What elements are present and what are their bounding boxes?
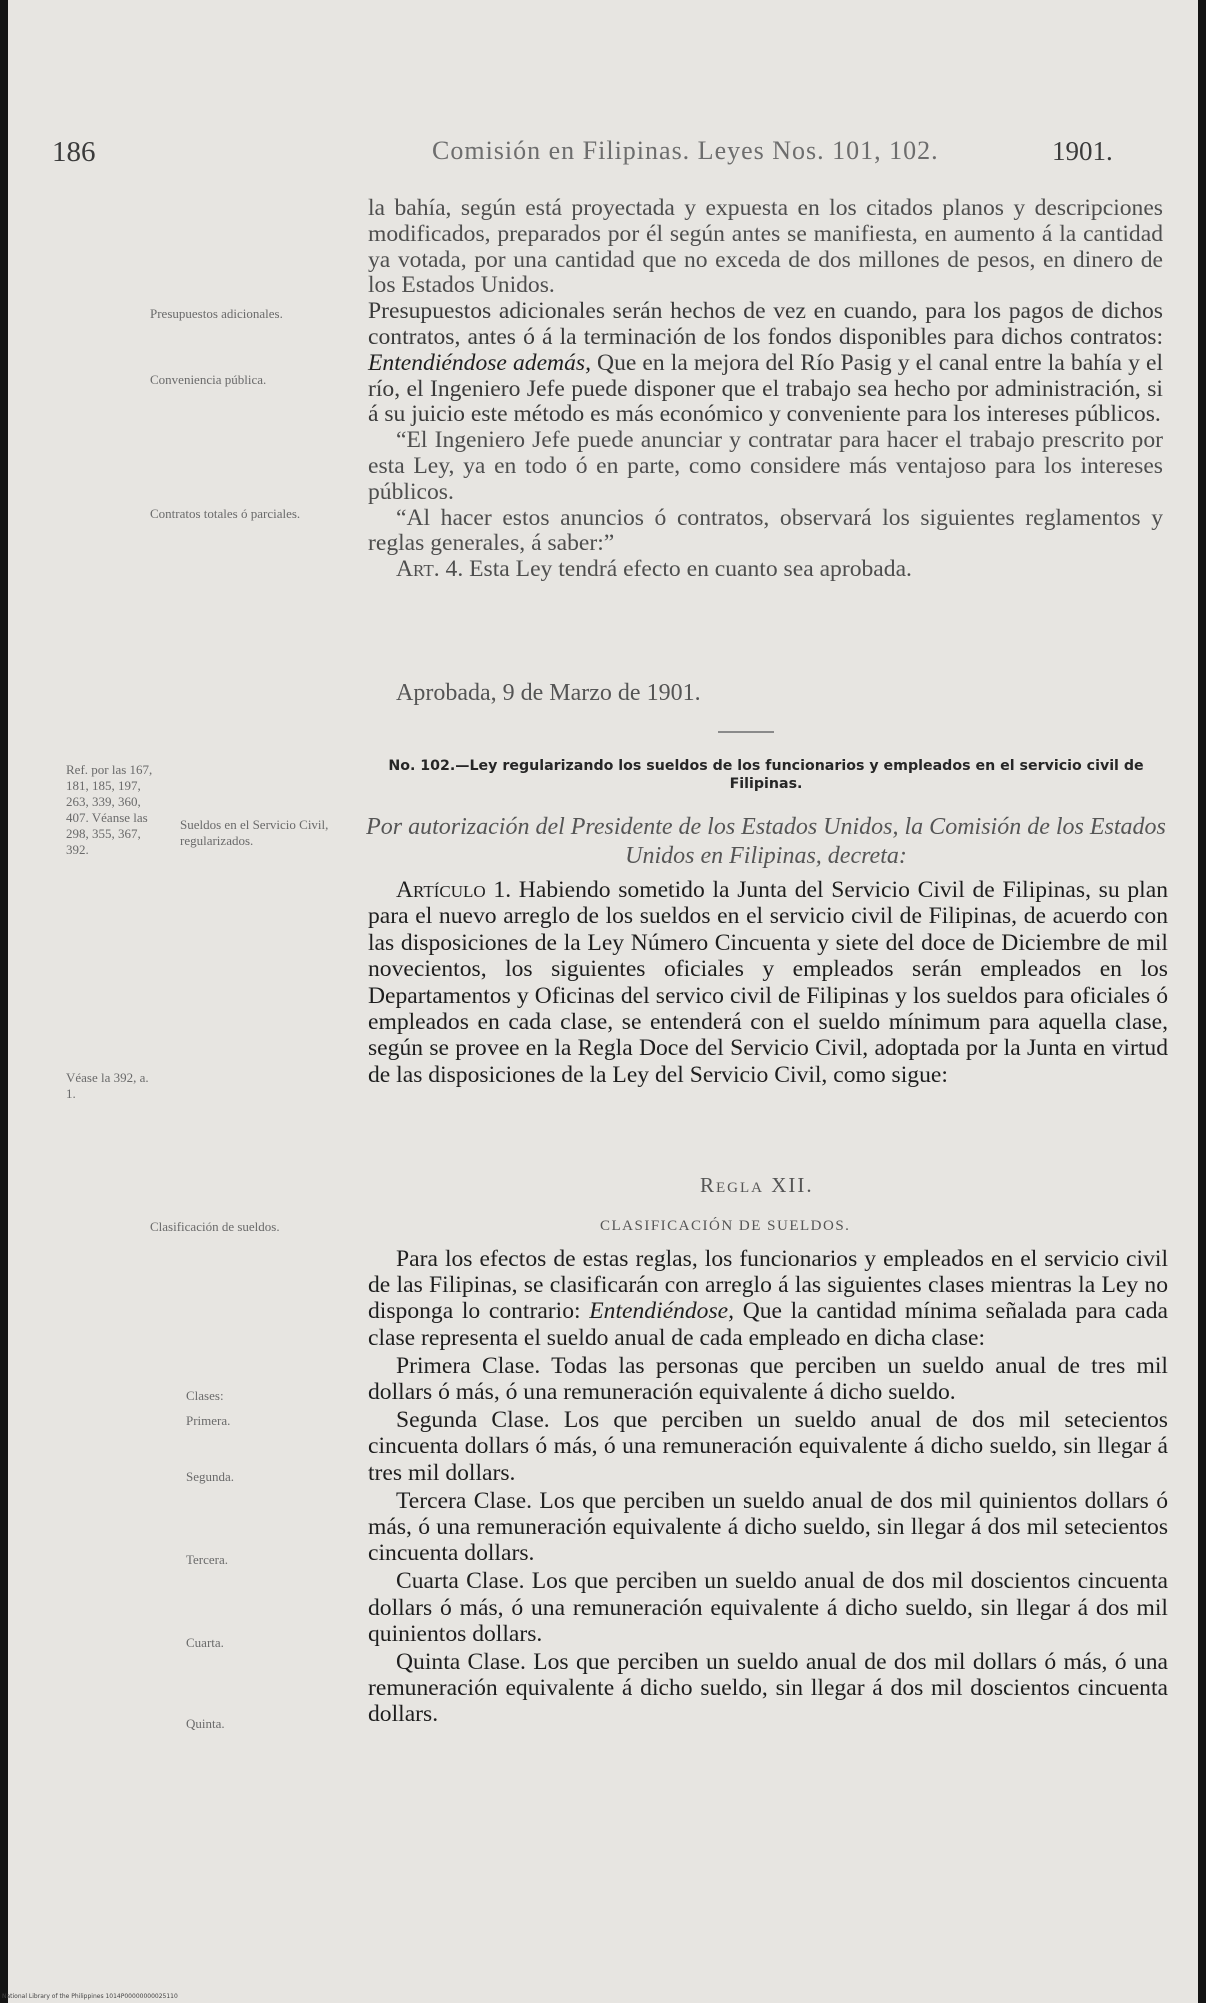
margin-note-clases: Clases: [186,1388,224,1403]
law-102-decree: Por autorización del Presidente de los Estados Unidos, la Comisión de los Estados Unidos en Filipinas, decreta: [366,814,1166,869]
class-segunda: Segunda Clase. Los que perciben un sueldo anual de dos mil setecientos cincuenta dollars ó más, ó una remuneración equivalente á dicho sueldo, sin llegar á tres mil dollars. [368,1407,1168,1486]
running-head-year: 1901. [1052,136,1113,166]
margin-note-cuarta: Cuarta. [186,1635,224,1650]
margin-note-contratos: Contratos totales ó parciales. [150,506,301,521]
law-101-art-4: Art. 4. Esta Ley tendrá efecto en cuanto sea aprobada. [396,556,912,583]
page-number: 186 [52,136,96,168]
law-102-article-1: Artículo 1. Habiendo sometido la Junta del Servicio Civil de Filipinas, su plan para el nuevo arreglo de los sueldos en el servicio civil de Filipinas, de acuerdo con las disposiciones de la Ley Número Cincuenta y siete del doce de Diciembre de mil novecientos, los siguientes oficiales y empleados serán empleados en los Departamentos y Oficinas del servico civil de Filipinas y los sueldos para oficiales ó empleados en cada clase, se entenderá con el sueldo mínimum para aquella clase, según se provee en la Regla Doce del Servicio Civil, adoptada por la Junta en virtud de las disposiciones de la Ley del Servicio Civil, como sigue: [368,877,1168,1088]
class-tercera: Tercera Clase. Los que perciben un sueldo anual de dos mil quinientos dollars ó más, ó una remuneración equivalente á dicho sueldo, sin llegar á dos mil setecientos cincuenta dollars. [368,1487,1168,1567]
library-footer: National Library of the Philippines 1014P00000000025110 [2,1993,178,2000]
margin-note-ref-por: Ref. por las 167, 181, 185, 197, 263, 339, 360, 407. Véanse las 298, 355, 367, 392. [66,762,153,857]
law-101-para-1: la bahía, según está proyectada y expuesta en los citados planos y descripciones modificados, preparados por él según antes se manifiesta, en aumento á la cantidad ya votada, por una cantidad que no exceda de dos millones de pesos, en dinero de los Estados Unidos. [368,195,1163,299]
classes-text [368,1246,1168,1728]
law-101-para-4: “Al hacer estos anuncios ó contratos, observará los siguientes reglamentos y reglas generales, á saber:” [368,504,1163,557]
margin-note-vease: Véase la 392, a. 1. [66,1070,149,1101]
approval-date: Aprobada, 9 de Marzo de 1901. [396,680,701,706]
section-divider [718,731,774,733]
margin-note-quinta: Quinta. [186,1716,225,1731]
margin-note-clasificacion: Clasificación de sueldos. [150,1219,280,1234]
margin-note-conveniencia: Conveniencia pública. [150,372,267,387]
regla-heading: Regla XII. [700,1173,814,1197]
law-101-text [368,196,1163,583]
law-101-para-2: Presupuestos adicionales serán hechos de vez en cuando, para los pagos de dichos contratos, antes ó á la terminación de los fondos disponibles para dichos contratos: Entendiéndose además, Que en la mejora del Río Pasig y el canal entre la bahía y el río, el Ingeniero Jefe puede disponer que el trabajo sea hecho por administración, si á su juicio este método es más económico y conveniente para los intereses públicos. [368,298,1163,428]
running-head: Comisión en Filipinas. Leyes Nos. 101, 102. [432,136,939,165]
scan-edge-left [0,0,8,2003]
classes-intro: Para los efectos de estas reglas, los funcionarios y empleados en el servicio civil de las Filipinas, se clasificarán con arreglo á las siguientes clases mientras la Ley no disponga lo contrario: Entendiéndose, Que la cantidad mínima señalada para cada clase representa el sueldo anual de cada empleado en dicha clase: [368,1246,1168,1351]
margin-note-tercera: Tercera. [186,1552,229,1567]
class-quinta: Quinta Clase. Los que perciben un sueldo anual de dos mil dollars ó más, ó una remuneración equivalente á dicho sueldo, sin llegar á dos mil doscientos cincuenta dollars. [368,1649,1168,1728]
margin-note-primera: Primera. [186,1413,231,1428]
clasificacion-heading: CLASIFICACIÓN DE SUELDOS. [600,1218,851,1234]
law-102-title: No. 102.—Ley regularizando los sueldos de los funcionarios y empleados en el servicio civil de Filipinas. [388,758,1144,792]
page-header [52,136,1142,176]
law-101-para-3: “El Ingeniero Jefe puede anunciar y contratar para hacer el trabajo prescrito por esta Ley, ya en todo ó en parte, como considere más ventajoso para los intereses públicos. [368,427,1163,505]
margin-note-sueldos: Sueldos en el Servicio Civil, regularizados. [180,817,329,848]
margin-note-presupuestos: Presupuestos adicionales. [150,306,283,321]
scan-edge-right [1198,0,1206,2003]
class-primera: Primera Clase. Todas las personas que perciben un sueldo anual de tres mil dollars ó más, ó una remuneración equivalente á dicho sueldo. [368,1352,1168,1406]
class-cuarta: Cuarta Clase. Los que perciben un sueldo anual de dos mil doscientos cincuenta dollars ó más, ó una remuneración equivalente á dicho sueldo, sin llegar á dos mil quinientos dollars. [368,1568,1168,1647]
margin-note-segunda: Segunda. [186,1469,235,1484]
